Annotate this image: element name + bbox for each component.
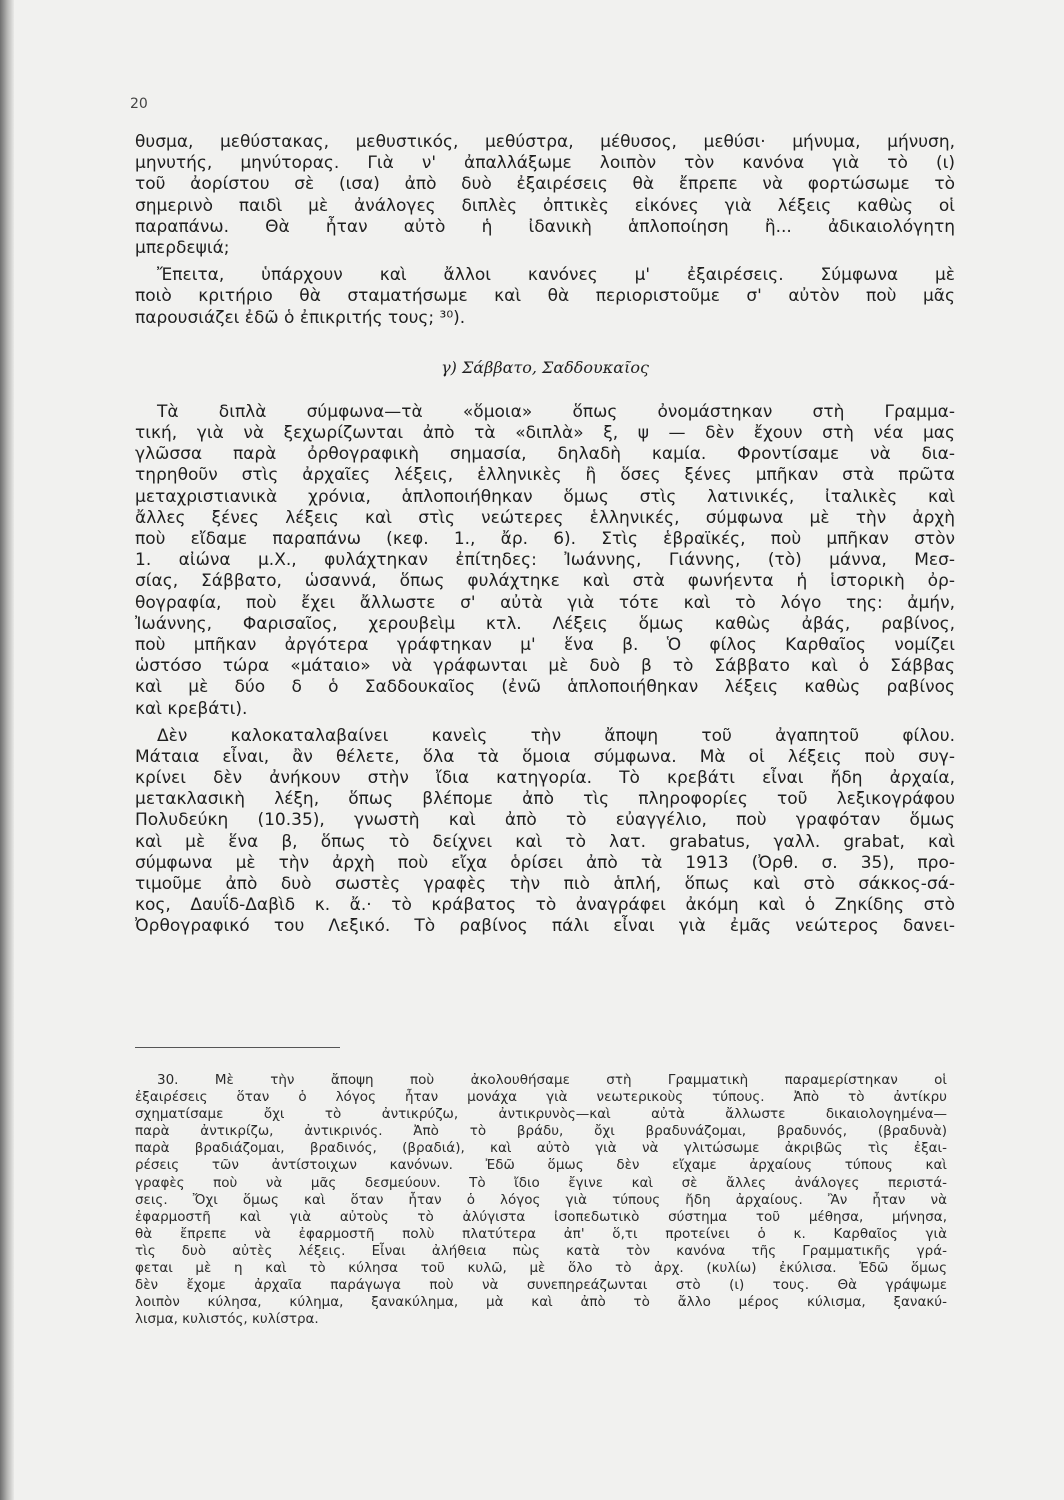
body-line: γλῶσσα παρὰ ὀρθογραφικὴ σημασία, δηλαδὴ καμία. Φροντίσαμε νὰ δια- (135, 444, 955, 465)
body-line: παραπάνω. Θὰ ἦταν αὐτὸ ἡ ἰδανικὴ ἁπλοποίηση ἢ... ἀδικαιολόγητη (135, 216, 955, 237)
body-line: Ἔπειτα, ὑπάρχουν καὶ ἄλλοι κανόνες μ' ἐξαιρέσεις. Σύμφωνα μὲ (157, 265, 955, 286)
body-text (135, 132, 955, 938)
footnote-line: θὰ ἔπρεπε νὰ ἐφαρμοστῆ πολὺ πλατύτερα ἀπ' ὅ,τι προτείνει ὁ κ. Καρθαῖος γιὰ (135, 1225, 947, 1242)
body-line: σίας, Σάββατο, ὡσαννά, ὅπως φυλάχτηκε καὶ στὰ φωνήεντα ἡ ἱστορικὴ ὀρ- (135, 571, 955, 592)
footnote-line: λοιπὸν κύλησα, κύλημα, ξανακύλημα, μὰ καὶ ἀπὸ τὸ ἄλλο μέρος κύλισμα, ξανακύ- (135, 1294, 947, 1311)
page-number: 20 (130, 96, 148, 112)
footnote-separator (135, 1047, 340, 1048)
body-line: Πολυδεύκη (10.35), γνωστὴ καὶ ἀπὸ τὸ εὐαγγέλιο, ποὺ γραφόταν ὅμως (135, 810, 955, 831)
body-line: καὶ μὲ δύο δ ὁ Σαδδουκαῖος (ἐνῶ ἁπλοποιήθηκαν λέξεις καθὼς ραβίνος (135, 677, 955, 698)
body-line: Δὲν καλοκαταλαβαίνει κανεὶς τὴν ἄποψη τοῦ ἀγαπητοῦ φίλου. (157, 725, 955, 746)
body-line: 1. αἰώνα μ.Χ., φυλάχτηκαν ἐπίτηδες: Ἰωάννης, Γιάννης, (τὸ) μάννα, Μεσ- (135, 550, 955, 571)
body-line: Ἰωάννης, Φαρισαῖος, χερουβεὶμ κτλ. Λέξεις ὅμως καθὼς ἀβάς, ραβίνος, (135, 613, 955, 634)
body-line: σημερινὸ παιδὶ μὲ ἀνάλογες διπλὲς ὀπτικὲς εἰκόνες γιὰ λέξεις καθὼς οἱ (135, 195, 955, 216)
body-line: καὶ μὲ ἕνα β, ὅπως τὸ δείχνει καὶ τὸ λατ. grabatus, γαλλ. grabat, καὶ (135, 831, 955, 852)
footnote-line: 30. Μὲ τὴν ἄποψη ποὺ ἀκολουθήσαμε στὴ Γραμματικὴ παραμερίστηκαν οἱ (157, 1072, 947, 1088)
body-line: ὡστόσο τώρα «μάταιο» νὰ γράφωνται μὲ δυὸ β τὸ Σάββατο καὶ ὁ Σάββας (135, 656, 955, 677)
body-line: ἄλλες ξένες λέξεις καὶ στὶς νεώτερες ἑλληνικές, σύμφωνα μὲ τὴν ἀρχὴ (135, 507, 955, 528)
footnote-line: ρέσεις τῶν ἀντίστοιχων κανόνων. Ἐδῶ ὅμως δὲν εἴχαμε ἀρχαίους τύπους καὶ (135, 1157, 947, 1174)
body-line: σύμφωνα μὲ τὴν ἀρχὴ ποὺ εἴχα ὁρίσει ἀπὸ τὰ 1913 (Ὀρθ. σ. 35), προ- (135, 852, 955, 873)
body-line: ποιὸ κριτήριο θὰ σταματήσωμε καὶ θὰ περιοριστοῦμε σ' αὐτὸν ποὺ μᾶς (135, 286, 955, 307)
body-line: Τὰ διπλὰ σύμφωνα—τὰ «ὅμοια» ὅπως ὀνομάστηκαν στὴ Γραμμα- (157, 401, 955, 422)
body-line: μετακλασικὴ λέξη, ὅπως βλέπομε ἀπὸ τὶς πληροφορίες τοῦ λεξικογράφου (135, 789, 955, 810)
body-line: κρίνει δὲν ἀνήκουν στὴν ἴδια κατηγορία. Τὸ κρεβάτι εἶναι ἤδη ἀρχαία, (135, 768, 955, 789)
footnote-line: γραφὲς ποὺ νὰ μᾶς δεσμεύουν. Τὸ ἴδιο ἔγινε καὶ σὲ ἄλλες ἀνάλογες περιστά- (135, 1174, 947, 1191)
body-line: θογραφία, ποὺ ἔχει ἄλλωστε σ' αὐτὰ γιὰ τότε καὶ τὸ λόγο της: ἀμήν, (135, 592, 955, 613)
footnote-line: ἐφαρμοστῆ καὶ γιὰ αὐτοὺς τὸ ἀλύγιστα ἰσοπεδωτικὸ σύστημα τοῦ μέθησα, μήνησα, (135, 1208, 947, 1225)
footnote-line: τὶς δυὸ αὐτὲς λέξεις. Εἶναι ἀλήθεια πὼς κατὰ τὸν κανόνα τῆς Γραμματικῆς γρά- (135, 1242, 947, 1259)
footnote-line: λισμα, κυλιστός, κυλίστρα. (135, 1311, 319, 1328)
body-line: μεταχριστιανικὰ χρόνια, ἁπλοποιήθηκαν ὅμως στὶς λατινικές, ἰταλικὲς καὶ (135, 486, 955, 507)
footnote-line: δὲν ἔχομε ἀρχαῖα παράγωγα ποὺ νὰ συνεπηρεάζωνται στὸ (ι) τους. Θὰ γράψωμε (135, 1277, 947, 1294)
body-line: τηρηθοῦν στὶς ἀρχαῖες λέξεις, ἑλληνικὲς ἢ ὅσες ξένες μπῆκαν στὰ πρῶτα (135, 465, 955, 486)
body-line: ποὺ εἴδαμε παραπάνω (κεφ. 1., ἄρ. 6). Στὶς ἑβραϊκές, ποὺ μπῆκαν στὸν (135, 529, 955, 550)
footnote-line: παρὰ βραδιάζομαι, βραδινός, (βραδιά), καὶ αὐτὸ γιὰ νὰ γλιτώσωμε ἀκριβῶς τὶς ἐξαι- (135, 1140, 947, 1157)
body-line: μπερδεψιά; (135, 237, 230, 258)
body-line: ποὺ μπῆκαν ἀργότερα γράφτηκαν μ' ἕνα β. Ὁ φίλος Καρθαῖος νομίζει (135, 634, 955, 655)
footnote-line: παρὰ ἀντικρίζω, ἀντικρινός. Ἀπὸ τὸ βράδυ, ὄχι βραδυνάζομαι, βραδυνός, (βραδυνὰ) (135, 1123, 947, 1140)
book-spine-edge (0, 0, 14, 1500)
body-line: καὶ κρεβάτι). (135, 698, 248, 719)
footnote-30 (135, 1072, 947, 1328)
body-line: κος, Δαυΐδ-Δαβὶδ κ. ἄ.· τὸ κράβατος τὸ ἀναγράφει ἀκόμη καὶ ὁ Ζηκίδης στὸ (135, 895, 955, 916)
footnote-line: ἐξαιρέσεις ὅταν ὁ λόγος ἦταν μονάχα γιὰ νεωτερικοὺς τύπους. Ἀπὸ τὸ ἀντίκρυ (135, 1089, 947, 1106)
section-heading: γ) Σάββατο, Σαδδουκαῖος (441, 357, 649, 377)
body-line: τική, γιὰ νὰ ξεχωρίζωνται ἀπὸ τὰ «διπλὰ» ξ, ψ — δὲν ἔχουν στὴ νέα μας (135, 423, 955, 444)
body-line: τιμοῦμε ἀπὸ δυὸ σωστὲς γραφὲς τὴν πιὸ ἁπλή, ὅπως καὶ στὸ σάκκος-σά- (135, 874, 955, 895)
footnote-line: φεται μὲ η καὶ τὸ κύλησα τοῦ κυλῶ, μὲ ὅλο τὸ ἀρχ. (κυλίω) ἐκύλισα. Ἐδῶ ὅμως (135, 1260, 947, 1277)
body-line: παρουσιάζει ἐδῶ ὁ ἐπικριτής τους; ³⁰). (135, 307, 466, 328)
body-line: θυσμα, μεθύστακας, μεθυστικός, μεθύστρα, μέθυσος, μεθύσι· μήνυμα, μήνυση, (135, 132, 955, 152)
body-line: τοῦ ἀορίστου σὲ (ισα) ἀπὸ δυὸ ἐξαιρέσεις θὰ ἔπρεπε νὰ φορτώσωμε τὸ (135, 174, 955, 195)
body-line: Ὀρθογραφικό του Λεξικό. Τὸ ραβίνος πάλι εἶναι γιὰ ἐμᾶς νεώτερος δανει- (135, 916, 955, 937)
body-line: Μάταια εἶναι, ἂν θέλετε, ὅλα τὰ ὅμοια σύμφωνα. Μὰ οἱ λέξεις ποὺ συγ- (135, 746, 955, 767)
footnote-line: σεις. Ὄχι ὅμως καὶ ὅταν ἦταν ὁ λόγος γιὰ τύπους ἤδη ἀρχαίους. Ἂν ἦταν νὰ (135, 1191, 947, 1208)
body-line: μηνυτής, μηνύτορας. Γιὰ ν' ἀπαλλάξωμε λοιπὸν τὸν κανόνα γιὰ τὸ (ι) (135, 153, 955, 174)
footnote-line: σχηματίσαμε ὄχι τὸ ἀντικρύζω, ἀντικρυνὸς—καὶ αὐτὰ ἄλλωστε δικαιολογημένα— (135, 1106, 947, 1123)
